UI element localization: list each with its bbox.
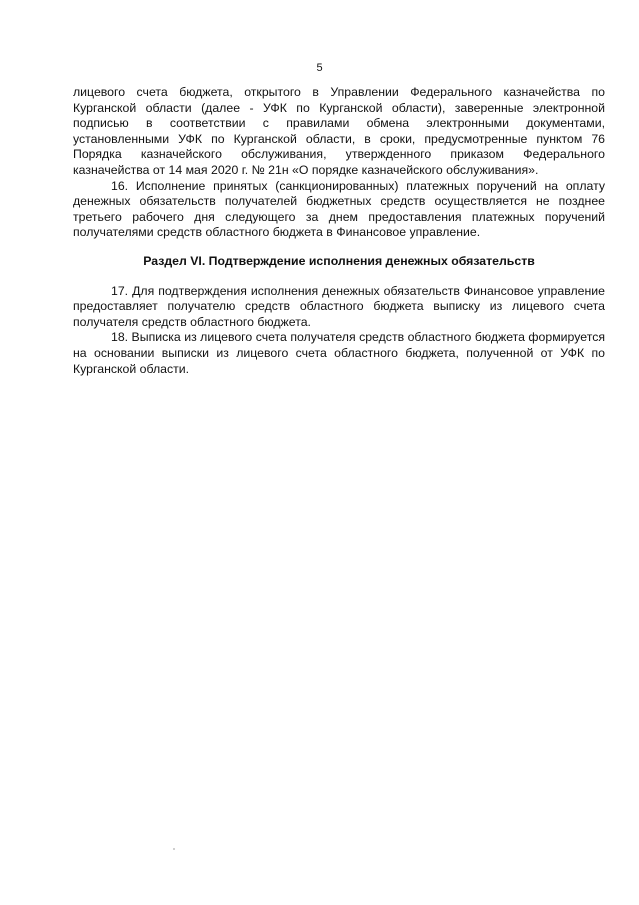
paragraph-16: 16. Исполнение принятых (санкционированных) платежных поручений на оплату денежных обязательств получателей бюджетных средств осуществляется не позднее третьего рабочего дня следующего за днем предоставления платежных поручений получателями средств областного бюджета в Финансовое управление. [73, 178, 605, 240]
section-heading: Раздел VI. Подтверждение исполнения денежных обязательств [143, 253, 535, 268]
document-body [73, 85, 605, 377]
scan-speck [173, 848, 175, 850]
paragraph-17: 17. Для подтверждения исполнения денежных обязательств Финансовое управление предоставляет получателю средств областного бюджета выписку из лицевого счета получателя средств областного бюджета. [73, 283, 605, 329]
paragraph-18: 18. Выписка из лицевого счета получателя средств областного бюджета формируется на основании выписки из лицевого счета областного бюджета, полученной от УФК по Курганской области. [73, 330, 605, 376]
paragraph-continuation: лицевого счета бюджета, открытого в Управлении Федерального казначейства по Курганской области (далее - УФК по Курганской области), заверенные электронной подписью в соответствии с правилами обмена электронными документами, установленными УФК по Курганской области, в сроки, предусмотренные пунктом 76 Порядка казначейского обслуживания, утвержденного приказом Федерального казначейства от 14 мая 2020 г. № 21н «О порядке казначейского обслуживания». [73, 85, 605, 177]
page-number: 5 [316, 62, 323, 74]
